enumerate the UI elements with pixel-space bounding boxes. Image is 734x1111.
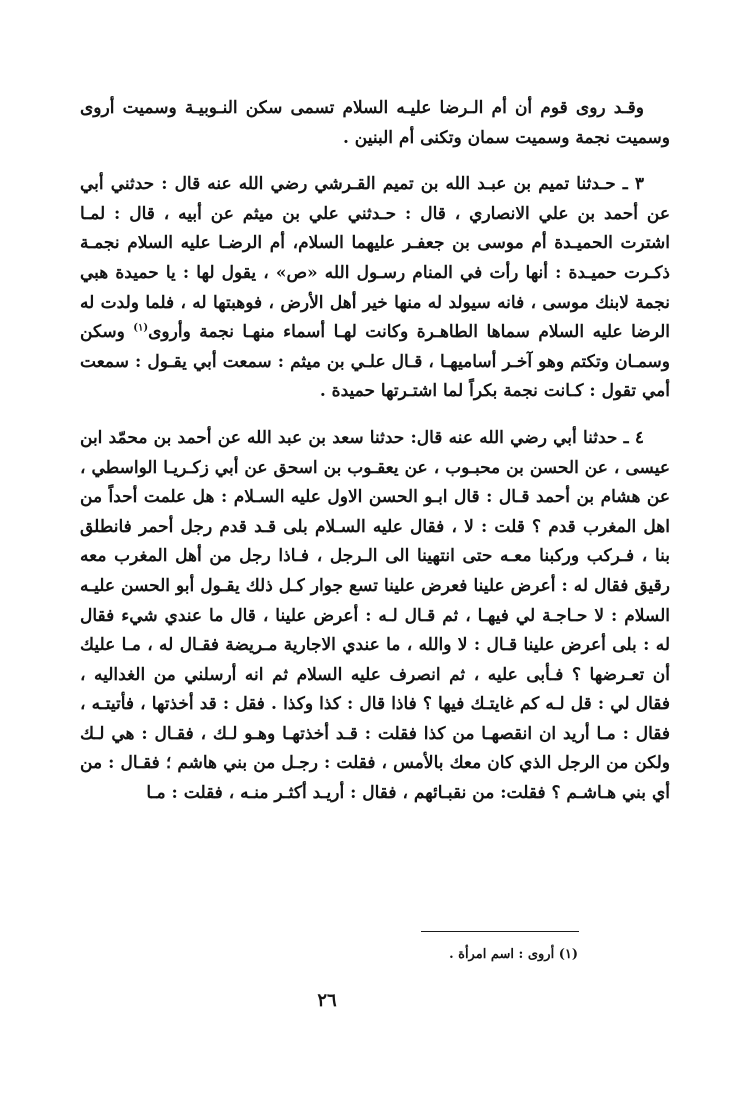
paragraph-hadith-4: ٤ ـ حدثنا أبي رضي الله عنه قال: حدثنا سعد بن عبد الله عن أحمد بن محمّد ابن عيسى ، عن الحسن بن محبـوب ، عن يعقـوب بن اسحق عن أبي زكـريـا الواسطي ، عن هشام بن أحمد قـال : قال ابـو الحسن الاول عليه السـلام : هل علمت أحداً من اهل المغرب قدم ؟ قلت : لا ، فقال عليه السـلام بلى قـد قدم رجل أحمر فانطلق بنا ، فـركب وركبنا معـه حتى انتهينا الى الـرجل ، فـاذا رجل من أهل المغرب معه رقيق فقال له : أعرض علينا فعرض علينا تسع جوار كـل ذلك يقـول أبو الحسن عليـه السلام : لا حـاجـة لي فيهـا ، ثم قـال لـه : أعرض علينا ، قال ما عندي شيء فقال له : بلى أعرض علينا قـال : لا والله ، ما عندي الاجارية مـريضة فقـال له ، مـا عليك أن تعـرضها ؟ فـأبى عليه ، ثم انصرف عليه السلام ثم انه أرسلني من الغداليه ، فقال لي : قل لـه كم غايتـك فيها ؟ فاذا قال : كذا وكذا . فقل : قد أخذتها ، فأتيتـه ، فقال : مـا أريد ان انقصهـا من كذا فقلت : قـد أخذتهـا وهـو لـك ، فقـال : هي لـك ولكن من الرجل الذي كان معك بالأمس ، فقلت : رجـل من بني هاشم ؛ فقـال : من أي بني هـاشـم ؟ فقلت: من نقبـائهم ، فقال : أريـد أكثـر منـه ، فقلت : مـا <box>80 427 670 804</box>
paragraph-gap <box>80 407 670 424</box>
paragraph-gap <box>80 153 670 170</box>
footnote-divider <box>421 931 579 932</box>
paragraph-hadith-3-text-b: وسكن وسمـان وتكتم وهو آخـر أساميهـا ، قـال علـي بن ميثم : سمعت أبي يقـول : سمعت أمي تقول : كـانت نجمة بكراً لما اشتـرتها حميدة . <box>80 322 670 402</box>
footnote-marker: (١) <box>133 322 149 334</box>
paragraph-intro: وقـد روى قوم أن أم الـرضا عليـه السلام تسمى سكن النـوبيـة وسميت أروى وسميت نجمة وسميت سمان وتكنى أم البنين . <box>80 98 670 148</box>
paragraph-hadith-3 <box>80 170 670 407</box>
page-body <box>80 94 670 809</box>
paragraph-hadith-3-text-a: ٣ ـ حـدثنا تميم بن عبـد الله بن تميم القـرشي رضي الله عنه قال : حدثني أبي عن أحمد بن علي الانصاري ، قال : حـدثني علي بن ميثم عن أبيه ، قال : لمـا اشترت الحميـدة أم موسى بن جعفـر عليهما السلام، أم الرضـا عليه السلام نجمـة ذكـرت حميـدة : أنها رأت في المنام رسـول الله «ص» ، يقول لها : يا حميدة هبي نجمة لابنك موسى ، فانه سيولد له منها خير أهل الأرض ، فوهبتها له ، فلما ولدت له الرضا عليه السلام سماها الطاهـرة وكانت لهـا أسماء منهـا نجمة وأروى <box>80 174 670 343</box>
page-number: ٢٦ <box>317 990 337 1011</box>
footnote: (١) أروى : اسم امرأة . <box>449 947 578 962</box>
